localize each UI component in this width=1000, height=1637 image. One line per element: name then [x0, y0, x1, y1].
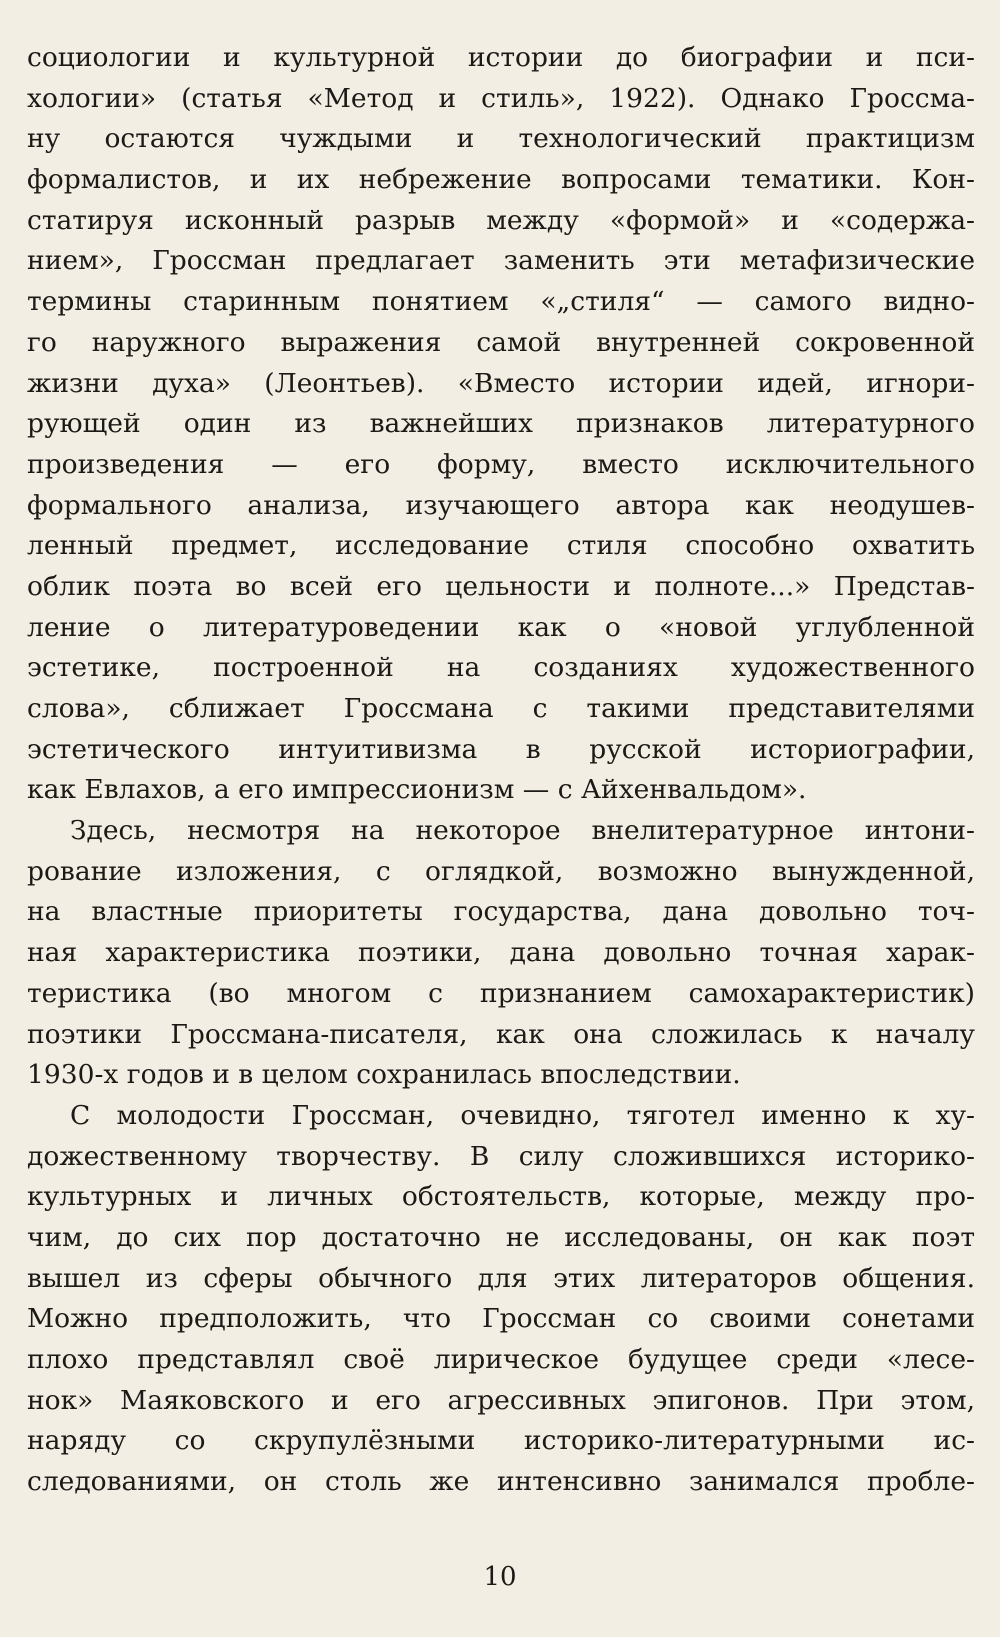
text-line: эстетического интуитивизма в русской историографии,	[27, 733, 975, 765]
text-line: нок» Маяковского и его агрессивных эпигонов. При этом,	[27, 1384, 975, 1416]
text-line: на властные приоритеты государства, дана довольно точ-	[27, 896, 975, 928]
text-line: термины старинным понятием «„стиля“ — самого видно-	[27, 286, 975, 318]
text-line: плохо представлял своё лирическое будущее среди «лесе-	[27, 1344, 975, 1375]
text-line: 1930-х годов и в целом сохранилась впоследствии.	[27, 1059, 741, 1091]
text-line: ная характеристика поэтики, дана довольно точная харак-	[27, 937, 975, 969]
text-line: теристика (во многом с признанием самохарактеристик)	[27, 977, 975, 1009]
text-line: социологии и культурной истории до биографии и пси-	[27, 42, 975, 73]
text-line: эстетике, построенной на созданиях художественного	[27, 652, 975, 684]
text-line: облик поэта во всей его цельности и полноте...» Представ-	[27, 570, 975, 602]
text-line: жизни духа» (Леонтьев). «Вместо истории идей, игнори-	[27, 367, 975, 399]
text-line: го наружного выражения самой внутренней сокровенной	[27, 326, 975, 358]
text-line: формального анализа, изучающего автора как неодушев-	[27, 489, 975, 521]
paragraph-start-line: Здесь, несмотря на некоторое внелитературное интони-	[70, 815, 975, 847]
body-text	[27, 38, 975, 1503]
text-line: ление о литературоведении как о «новой углубленной	[27, 611, 975, 643]
text-line: хологии» (статья «Метод и стиль», 1922). Однако Гроссма-	[27, 82, 975, 114]
text-line: вышел из сферы обычного для этих литераторов общения.	[27, 1262, 975, 1294]
text-line: рование изложения, с оглядкой, возможно вынужденной,	[27, 855, 975, 887]
text-line: ленный предмет, исследование стиля способно охватить	[27, 530, 975, 562]
text-line: поэтики Гроссмана-писателя, как она сложилась к началу	[27, 1018, 975, 1050]
text-line: статируя исконный разрыв между «формой» и «содержа-	[27, 204, 975, 236]
text-line: чим, до сих пор достаточно не исследованы, он как поэт	[27, 1221, 975, 1253]
paragraph-start-line: С молодости Гроссман, очевидно, тяготел именно к ху-	[70, 1099, 975, 1131]
text-line: дожественному творчеству. В силу сложившихся историко-	[27, 1140, 975, 1172]
text-line: ну остаются чуждыми и технологический практицизм	[27, 123, 975, 155]
text-line: произведения — его форму, вместо исключительного	[27, 448, 975, 480]
text-line: Можно предположить, что Гроссман со своими сонетами	[27, 1303, 975, 1335]
page-number: 10	[483, 1562, 517, 1592]
text-line: следованиями, он столь же интенсивно занимался пробле-	[27, 1466, 975, 1498]
text-line: нием», Гроссман предлагает заменить эти метафизические	[27, 245, 975, 277]
text-line: рующей один из важнейших признаков литературного	[27, 408, 975, 440]
text-line: слова», сближает Гроссмана с такими представителями	[27, 693, 975, 724]
text-line: формалистов, и их небрежение вопросами тематики. Кон-	[27, 164, 975, 196]
text-line: как Евлахов, а его импрессионизм — с Айхенвальдом».	[27, 774, 807, 806]
text-line: культурных и личных обстоятельств, которые, между про-	[27, 1181, 975, 1213]
text-line: наряду со скрупулёзными историко-литературными ис-	[27, 1425, 975, 1457]
